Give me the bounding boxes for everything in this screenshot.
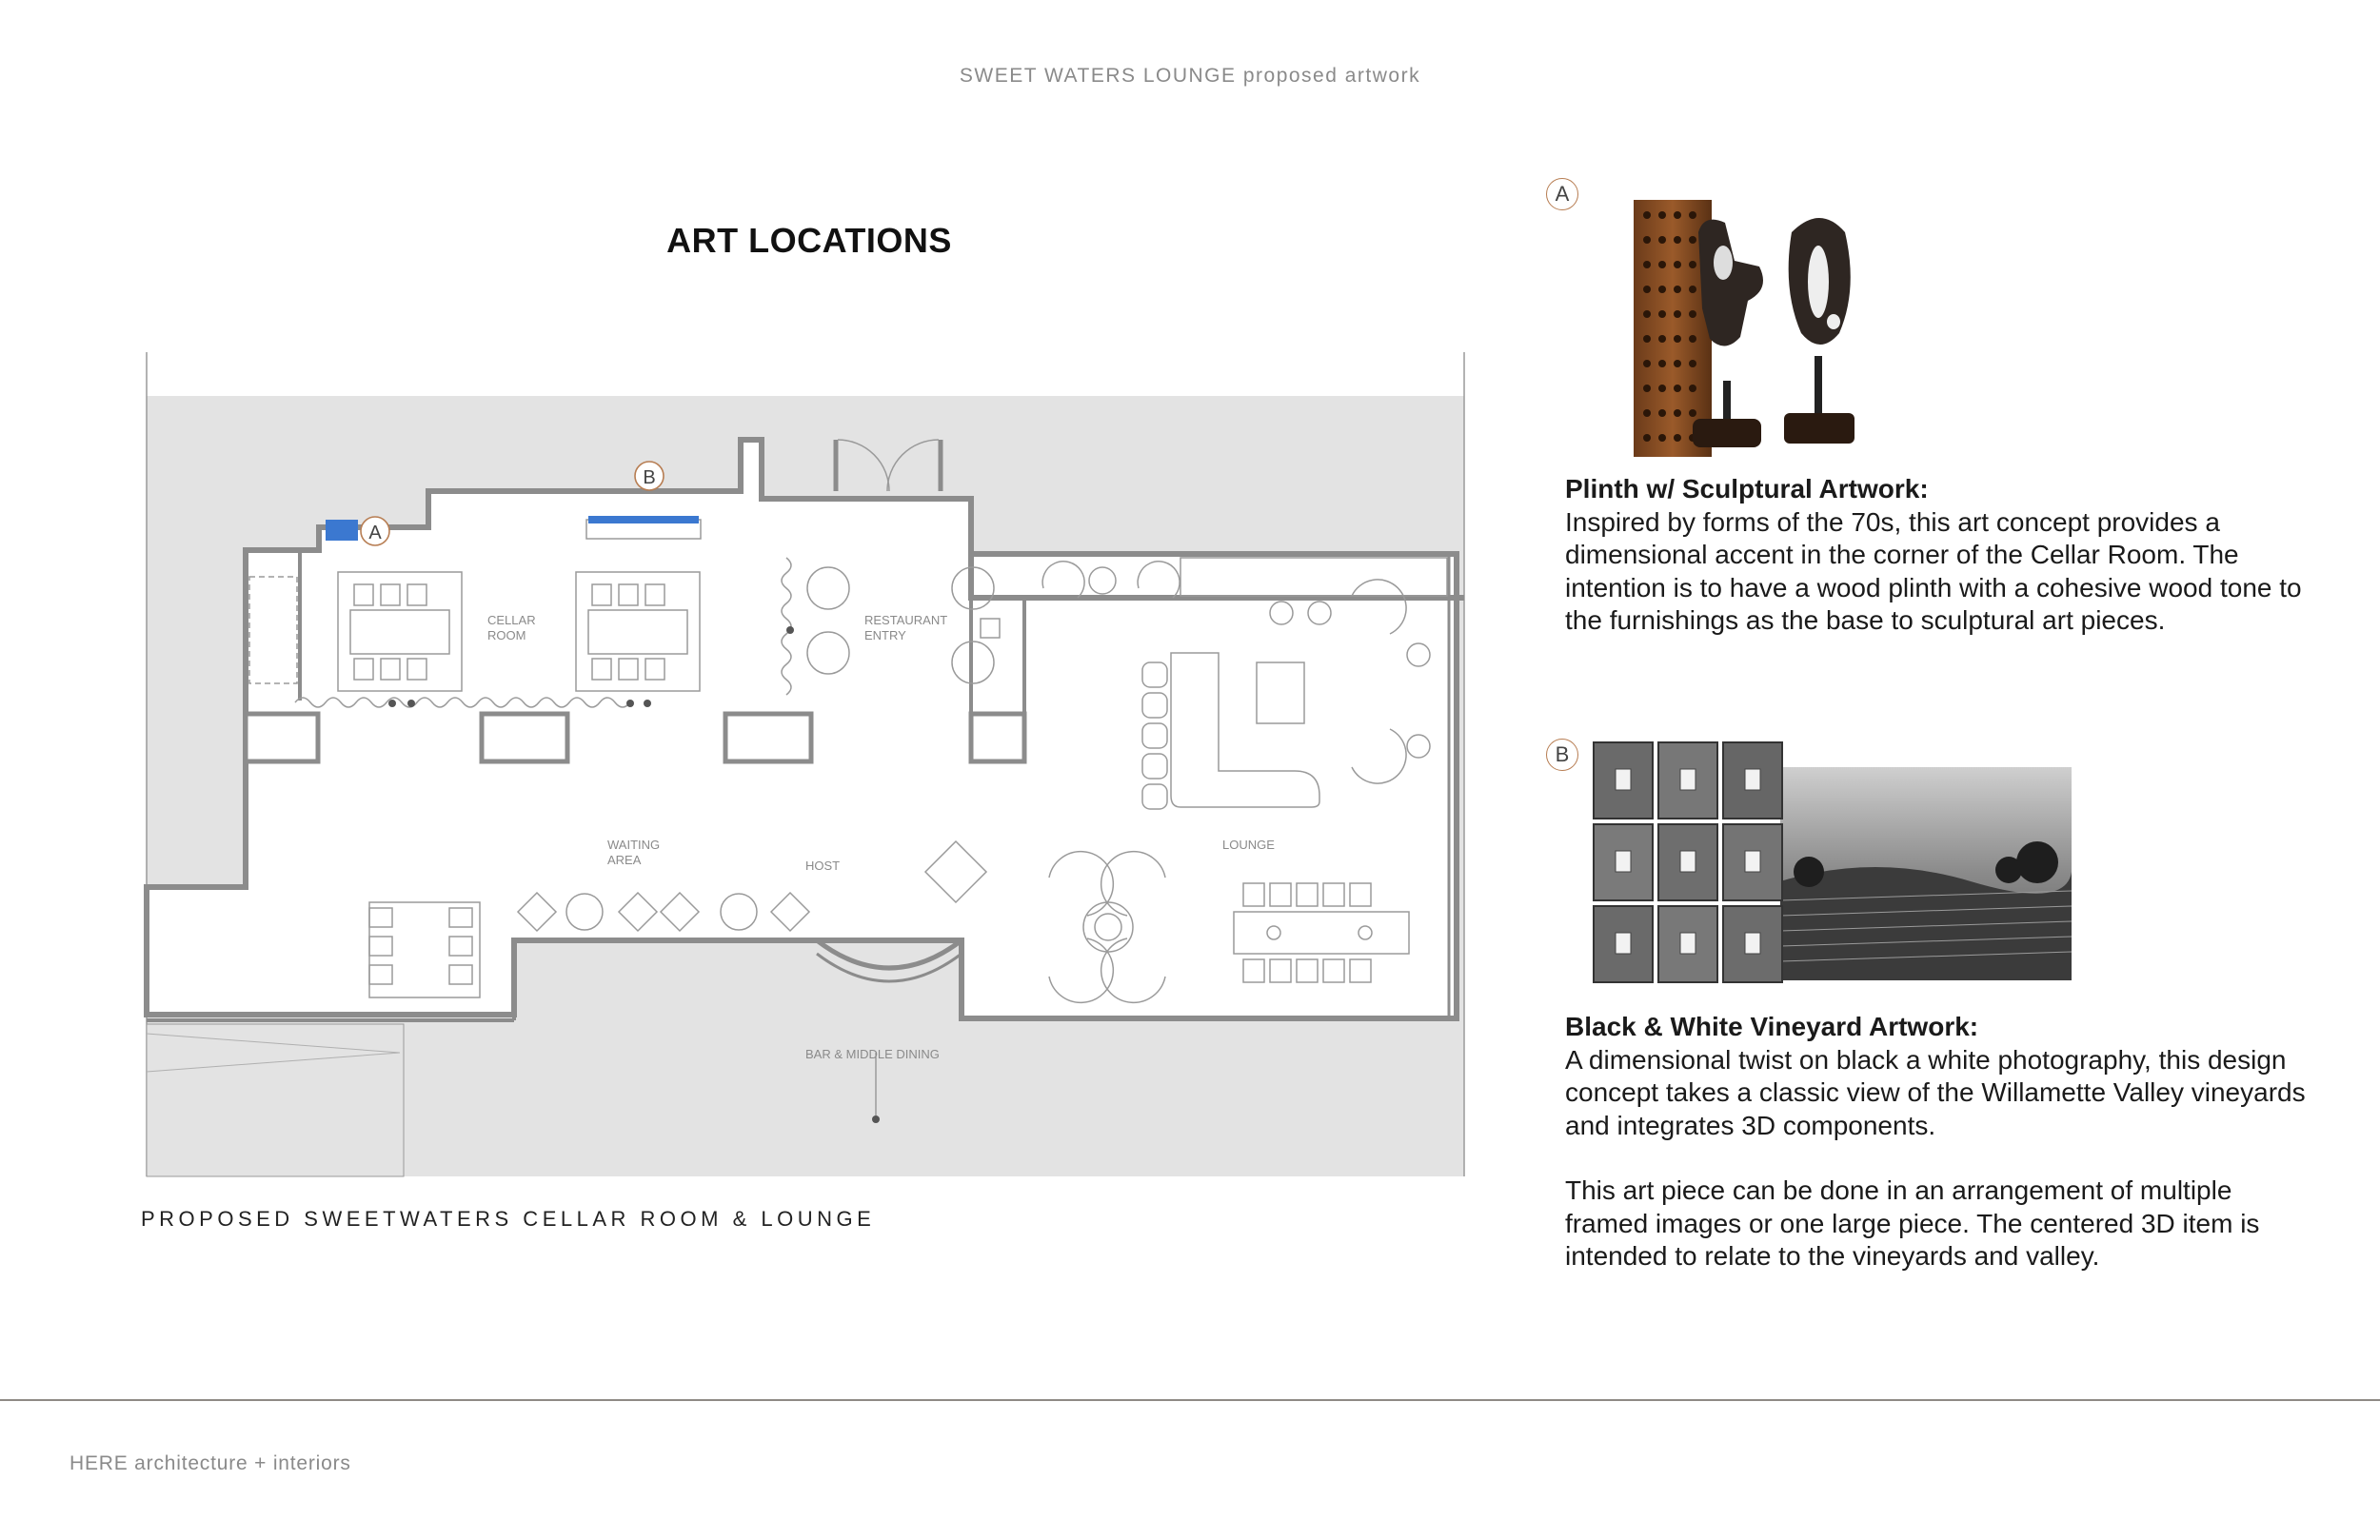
room-label-entry-1: RESTAURANT — [864, 613, 948, 627]
artwork-b-body: A dimensional twist on black a white photography, this design concept takes a classic view of the Willamette Valley vineyards and integrates 3D components. — [1565, 1044, 2306, 1140]
artwork-b-description — [1565, 1011, 2308, 1306]
floor-plan — [143, 348, 1468, 1180]
artwork-a-image — [1630, 194, 1874, 463]
plan-marker-b-label: B — [643, 467, 656, 488]
plan-caption: PROPOSED SWEETWATERS CELLAR ROOM & LOUNGE — [141, 1207, 876, 1231]
footer-divider — [0, 1399, 2380, 1401]
room-label-entry-2: ENTRY — [864, 628, 906, 642]
artwork-b-image — [1590, 739, 2075, 988]
room-label-lounge: LOUNGE — [1222, 838, 1275, 852]
footer-credit: HERE architecture + interiors — [69, 1452, 351, 1474]
room-label-waiting-2: AREA — [607, 853, 642, 867]
room-label-host: HOST — [805, 859, 841, 873]
plan-marker-a — [361, 517, 389, 545]
artwork-b-marker: B — [1546, 739, 1578, 771]
artwork-a-marker: A — [1546, 178, 1578, 210]
artwork-a-description — [1565, 473, 2308, 638]
plan-marker-b — [635, 462, 664, 490]
room-label-cellar-2: ROOM — [487, 628, 526, 642]
room-label-bar: BAR & MIDDLE DINING — [805, 1047, 940, 1061]
plan-marker-a-label: A — [368, 523, 382, 543]
room-label-waiting-1: WAITING — [607, 838, 661, 852]
floor-plan-drawing — [143, 348, 1468, 1180]
room-label-cellar-1: CELLAR — [487, 613, 536, 627]
artwork-b-title: Black & White Vineyard Artwork: — [1565, 1012, 1979, 1041]
artwork-a-title: Plinth w/ Sculptural Artwork: — [1565, 474, 1929, 503]
document-title: SWEET WATERS LOUNGE proposed artwork — [959, 65, 1421, 87]
artwork-a-body: Inspired by forms of the 70s, this art concept provides a dimensional accent in the corner of the Cellar Room. The intention is to have a wood plinth with a cohesive wood tone to the furnishings as the base to sculptural art pieces. — [1565, 506, 2302, 635]
artwork-b-body-2: This art piece can be done in an arrangement of multiple framed images or one large piece. The centered 3D item is intended to relate to the vineyards and valley. — [1565, 1175, 2260, 1271]
art-locations-heading: ART LOCATIONS — [666, 221, 952, 260]
